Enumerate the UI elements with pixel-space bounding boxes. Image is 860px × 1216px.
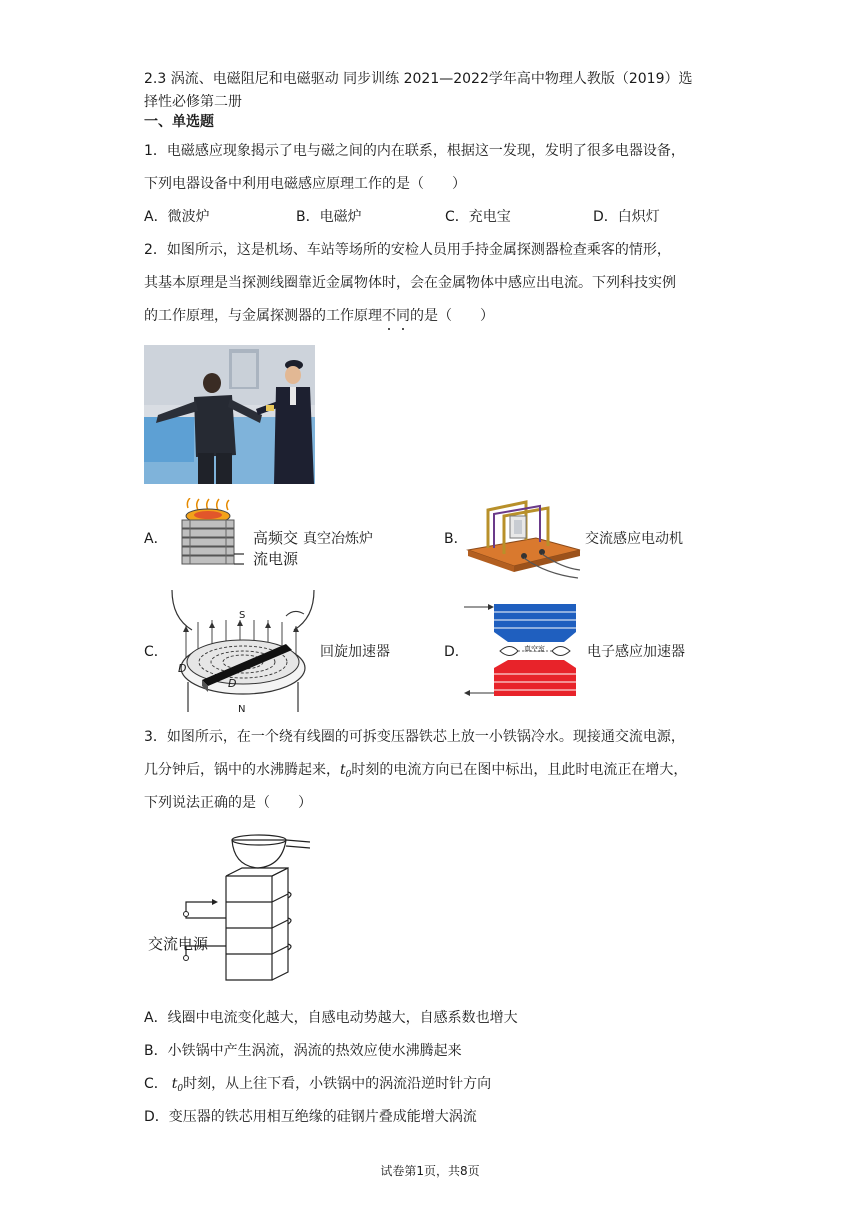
q2-option-a-text: 真空冶炼炉 xyxy=(303,531,373,547)
q2-option-b-letter: B． xyxy=(444,531,468,547)
transformer-figure xyxy=(176,828,326,988)
q3-stem-line2: 几分钟后，锅中的水沸腾起来，$t_0$时刻的电流方向已在图中标出，且此时电流正在增大， xyxy=(144,762,688,780)
q2-stem-line1: 2．如图所示，这是机场、车站等场所的安检人员用手持金属探测器检查乘客的情形， xyxy=(144,242,671,258)
page-footer: 试卷第1页，共8页 xyxy=(380,1164,480,1178)
q1-option-d: D．白炽灯 xyxy=(593,209,660,225)
q1-stem-line1: 1．电磁感应现象揭示了电与磁之间的内在联系，根据这一发现，发明了很多电器设备， xyxy=(144,143,685,159)
cyclotron-n-label: N xyxy=(238,704,246,715)
q2-option-c-text: 回旋加速器 xyxy=(320,644,390,660)
vacuum-chamber-label: 真空室 xyxy=(524,645,545,653)
cyclotron-s-label: S xyxy=(239,610,246,621)
doc-title-line2: 择性必修第二册 xyxy=(144,94,242,110)
q1-option-b: B．电磁炉 xyxy=(296,209,362,225)
q1-option-c: C．充电宝 xyxy=(445,209,511,225)
q2-option-d-letter: D． xyxy=(444,644,469,660)
q2-option-a-letter: A． xyxy=(144,531,168,547)
cyclotron-figure xyxy=(168,588,318,714)
emphasis-dot-char: 不 xyxy=(382,308,396,324)
q3-stem-line1: 3．如图所示，在一个绕有线圈的可拆变压器铁芯上放一小铁锅冷水。现接通交流电源， xyxy=(144,729,685,745)
q3-option-c: C． $t_0$时刻，从上往下看，小铁锅中的涡流沿逆时针方向 xyxy=(144,1076,492,1094)
furnace-source-label-1: 高频交 xyxy=(253,529,299,547)
q2-stem-line3: 的工作原理，与金属探测器的工作原理不同的是（ ） xyxy=(144,308,494,324)
q2-option-b-text: 交流感应电动机 xyxy=(585,531,683,547)
cyclotron-d-label-right: D xyxy=(228,677,237,690)
section-heading: 一、单选题 xyxy=(144,114,214,130)
emphasis-dot-char: 同 xyxy=(396,308,410,324)
q3-option-b: B．小铁锅中产生涡流，涡流的热效应使水沸腾起来 xyxy=(144,1043,462,1059)
q3-stem-line3: 下列说法正确的是（ ） xyxy=(144,795,312,811)
ac-source-label: 交流电源 xyxy=(148,935,209,953)
furnace-source-label-2: 流电源 xyxy=(253,550,299,568)
q2-option-d-text: 电子感应加速器 xyxy=(587,644,685,660)
q1-option-a: A．微波炉 xyxy=(144,209,210,225)
induction-motor-figure xyxy=(466,498,582,580)
vacuum-furnace-figure xyxy=(170,498,250,582)
security-check-photo xyxy=(144,345,315,484)
q3-option-d: D．变压器的铁芯用相互绝缘的硅钢片叠成能增大涡流 xyxy=(144,1109,477,1125)
doc-title-line1: 2.3 涡流、电磁阻尼和电磁驱动 同步训练 2021—2022学年高中物理人教版（2019）选 xyxy=(144,71,693,87)
q1-stem-line2: 下列电器设备中利用电磁感应原理工作的是（ ） xyxy=(144,176,466,192)
q2-stem-line2: 其基本原理是当探测线圈靠近金属物体时，会在金属物体中感应出电流。下列科技实例 xyxy=(144,275,676,291)
q3-option-a: A．线圈中电流变化越大，自感电动势越大，自感系数也增大 xyxy=(144,1010,518,1026)
cyclotron-d-label-left: D xyxy=(178,662,187,675)
q2-option-c-letter: C． xyxy=(144,644,168,660)
